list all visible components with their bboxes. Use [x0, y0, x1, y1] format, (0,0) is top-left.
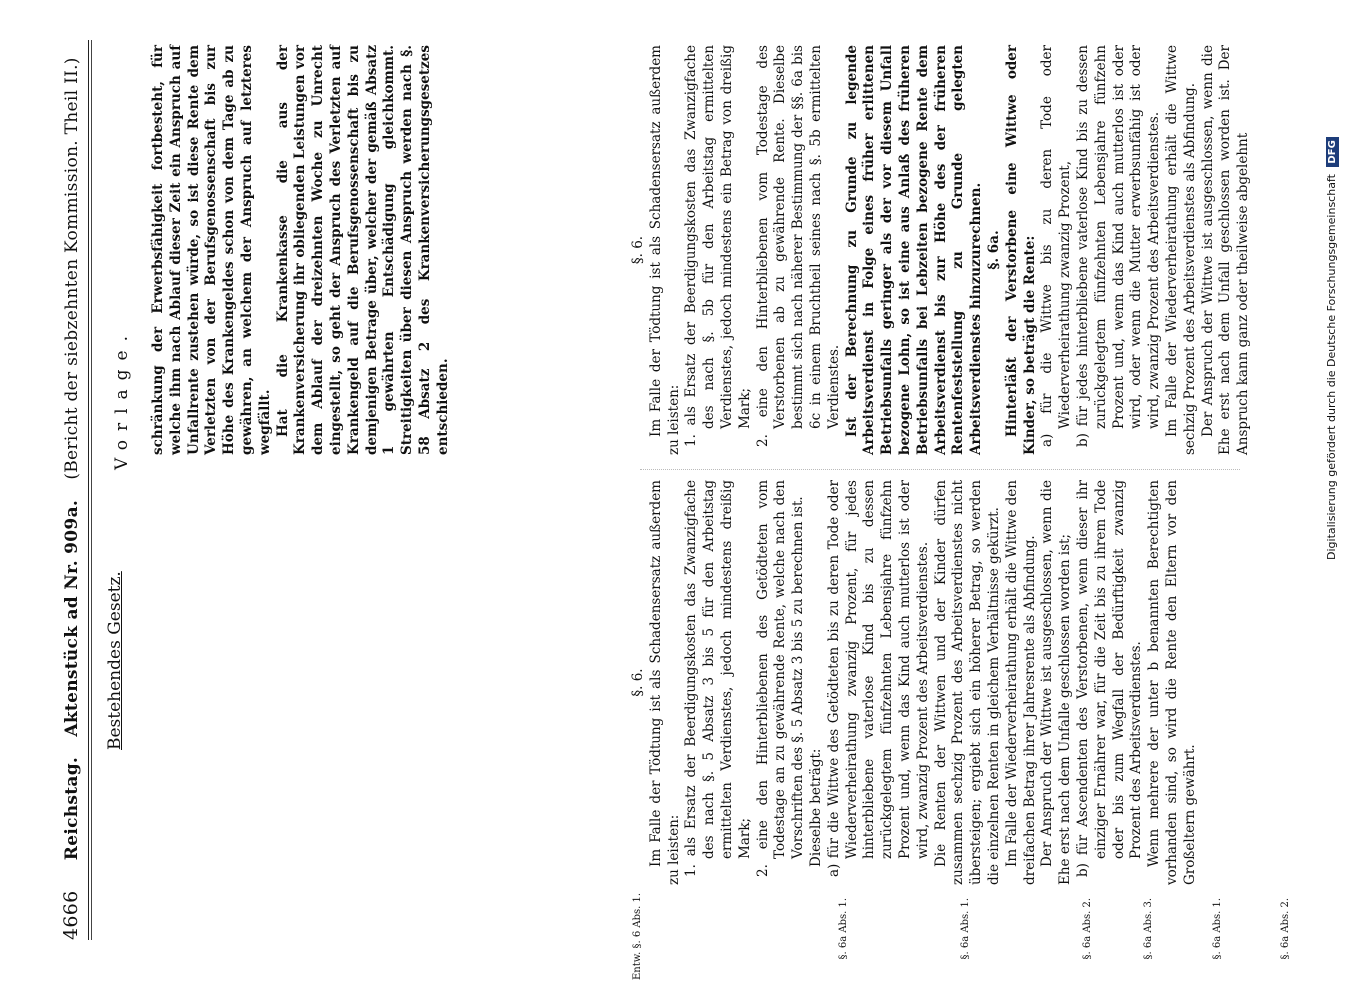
digitization-credit: [1325, 137, 1339, 560]
column-divider: [640, 469, 1240, 470]
credit-text: Digitalisierung gefördert durch die Deutsche Forschungsgemeinschaft: [1325, 174, 1338, 560]
paragraph: Im Falle der Wiederverheirathung erhält die Wittwe den dreifachen Betrag ihrer Jahresrente als Abfindung.: [1003, 480, 1038, 885]
paragraph: Dieselbe beträgt:: [807, 748, 824, 867]
list-item: b) für jedes hinterbliebene vaterlose Kind bis zu dessen zurückgelegtem fünfzehnten Lebensjahre fünfzehn Prozent und, wenn das Kind auch mutterlos ist oder wird, oder wenn die Mutter erwerbsunfähig ist oder wird, zwanzig Prozent des Arbeitsverdienstes.: [1074, 45, 1163, 447]
paragraph: Im Falle der Wiederverheirathung erhält die Wittwe sechzig Prozent des Arbeitsverdienstes als Abfindung.: [1163, 45, 1198, 455]
paragraph: Der Anspruch der Wittwe ist ausgeschlossen, wenn die Ehe erst nach dem Unfall geschlossen worden ist. Der Anspruch kann ganz oder theilweise abgelehnt: [1199, 45, 1252, 455]
margin-note: §. 6a Abs. 1.: [838, 898, 849, 960]
header-rule-thin: [91, 40, 92, 940]
left-column: [630, 480, 1200, 885]
report-label: (Bericht der siebzehnten Kommission. Theil II.): [62, 57, 82, 480]
margin-note: Entw. §. 6 Abs. 1.: [632, 892, 643, 980]
section-heading: §. 6a.: [985, 230, 1002, 270]
right-top-text: [150, 45, 453, 455]
right-column-title: Vorlage.: [112, 327, 132, 470]
right-column: [630, 45, 1253, 455]
list-item: a) für die Wittwe bis zu deren Tode oder Wiederverheirathung zwanzig Prozent,: [1039, 45, 1074, 447]
paragraph: Im Falle der Tödtung ist als Schadensersatz außerdem zu leisten:: [647, 480, 682, 885]
document-label: Aktenstück ad Nr. 909a.: [62, 499, 82, 737]
paragraph: Hinterläßt der Verstorbene eine Wittwe oder Kinder, so beträgt die Rente:: [1003, 45, 1038, 455]
paragraph: Hat die Krankenkasse die aus der Krankenversicherung ihr obliegenden Leistungen vor dem Ablauf der dreizehnten Woche zu Unrecht eingestellt, so geht der Anspruch des Verletzten auf Krankengeld auf die Berufsgenossenschaft bis zu demjenigen Betrage über, welcher der gemäß Absatz 1 gewährten Entschädigung gleichkommt. Streitigkeiten über diesen Anspruch werden nach §. 58 Absatz 2 des Krankenversicherungsgesetzes entschieden.: [274, 45, 451, 455]
margin-note: §. 6a Abs. 2.: [1280, 898, 1291, 960]
paragraph: Ist der Berechnung zu Grunde zu legende Arbeitsverdienst in Folge eines früher erlittenen Betriebsunfalls geringer als der vor diesem Unfall bezogene Lohn, so ist eine aus Anlaß des früheren Betriebsunfalls bei Lebzeiten bezogene Rente dem Arbeitsverdienst bis zur Höhe des der früheren Rentenfeststellung zu Grunde gelegten Arbeitsverdienstes hinzuzurechnen.: [843, 45, 985, 455]
list-item: 2. eine den Hinterbliebenen des Getödteten vom Todestage an zu gewährende Rente, welche nach den Vorschriften des §. 5 Absatz 3 bis 5 zu berechnen ist.: [754, 480, 807, 877]
list-item: b) für Ascendenten des Verstorbenen, wenn dieser ihr einziger Ernährer war, für die Zeit bis zu ihrem Tode oder bis zum Wegfall der Bedürftigkeit zwanzig Prozent des Arbeitsverdienstes.: [1074, 480, 1145, 877]
section-heading: §. 6.: [630, 668, 646, 697]
page-header: [60, 57, 82, 940]
paragraph: Im Falle der Tödtung ist als Schadensersatz außerdem zu leisten:: [647, 45, 682, 455]
left-column-title: Bestehendes Gesetz.: [105, 571, 125, 750]
list-item: 1. als Ersatz der Beerdigungskosten das Zwanzigfache des nach §. 5 Absatz 3 bis 5 für den Arbeitstag ermittelten Verdienstes, jedoch mindestens dreißig Mark;: [683, 480, 753, 877]
list-item: 1. als Ersatz der Beerdigungskosten das Zwanzigfache des nach §. 5b für den Arbeitstag ermittelten Verdienstes, jedoch mindestens ein Betrag von dreißig Mark;: [683, 45, 753, 447]
header-rule: [88, 40, 89, 940]
paragraph: Der Anspruch der Wittwe ist ausgeschlossen, wenn die Ehe erst nach dem Unfalle geschlossen worden ist;: [1039, 480, 1074, 885]
parliament-label: Reichstag.: [62, 756, 82, 861]
margin-note: §. 6a Abs. 2.: [1082, 898, 1093, 960]
margin-note: §. 6a Abs. 1.: [960, 898, 971, 960]
dfg-logo: DFG: [1326, 137, 1339, 166]
list-item: a) für die Wittwe des Getödteten bis zu deren Tode oder Wiederverheirathung zwanzig Prozent, für jedes hinterbliebene vaterlose Kind bis zu dessen zurückgelegtem fünfzehnten Lebensjahre fünfzehn Prozent und, wenn das Kind auch mutterlos ist oder wird, zwanzig Prozent des Arbeitsverdienstes.: [825, 480, 931, 877]
section-heading: §. 6.: [630, 235, 646, 265]
paragraph: Die Renten der Wittwen und der Kinder dürfen zusammen sechzig Prozent des Arbeitsverdienstes nicht übersteigen; ergiebt sich ein höherer Betrag, so werden die einzelnen Renten in gleichem Verhältnisse gekürzt.: [932, 480, 1002, 885]
page-number: 4666: [60, 890, 82, 940]
paragraph: schränkung der Erwerbsfähigkeit fortbesteht, für welche ihm nach Ablauf dieser Zeit ein Anspruch auf Unfallrente zustehen würde, so ist diese Rente dem Verletzten von der Berufsgenossenschaft bis zur Höhe des Krankengeldes schon von dem Tage ab zu gewähren, an welchem der Anspruch auf letzteres wegfällt.: [150, 45, 273, 455]
list-item: 2. eine den Hinterbliebenen vom Todestage des Verstorbenen ab zu gewährende Rente. Dieselbe bestimmt sich nach näherer Bestimmung der §§. 6a bis 6c in einem Bruchtheil seines nach §. 5b ermittelten Verdienstes.: [754, 45, 842, 447]
margin-note: §. 6a Abs. 3.: [1143, 898, 1154, 960]
paragraph: Wenn mehrere der unter b benannten Berechtigten vorhanden sind, so wird die Rente den Eltern vor den Großeltern gewährt.: [1146, 480, 1198, 885]
margin-note: §. 6a Abs. 1.: [1212, 898, 1223, 960]
